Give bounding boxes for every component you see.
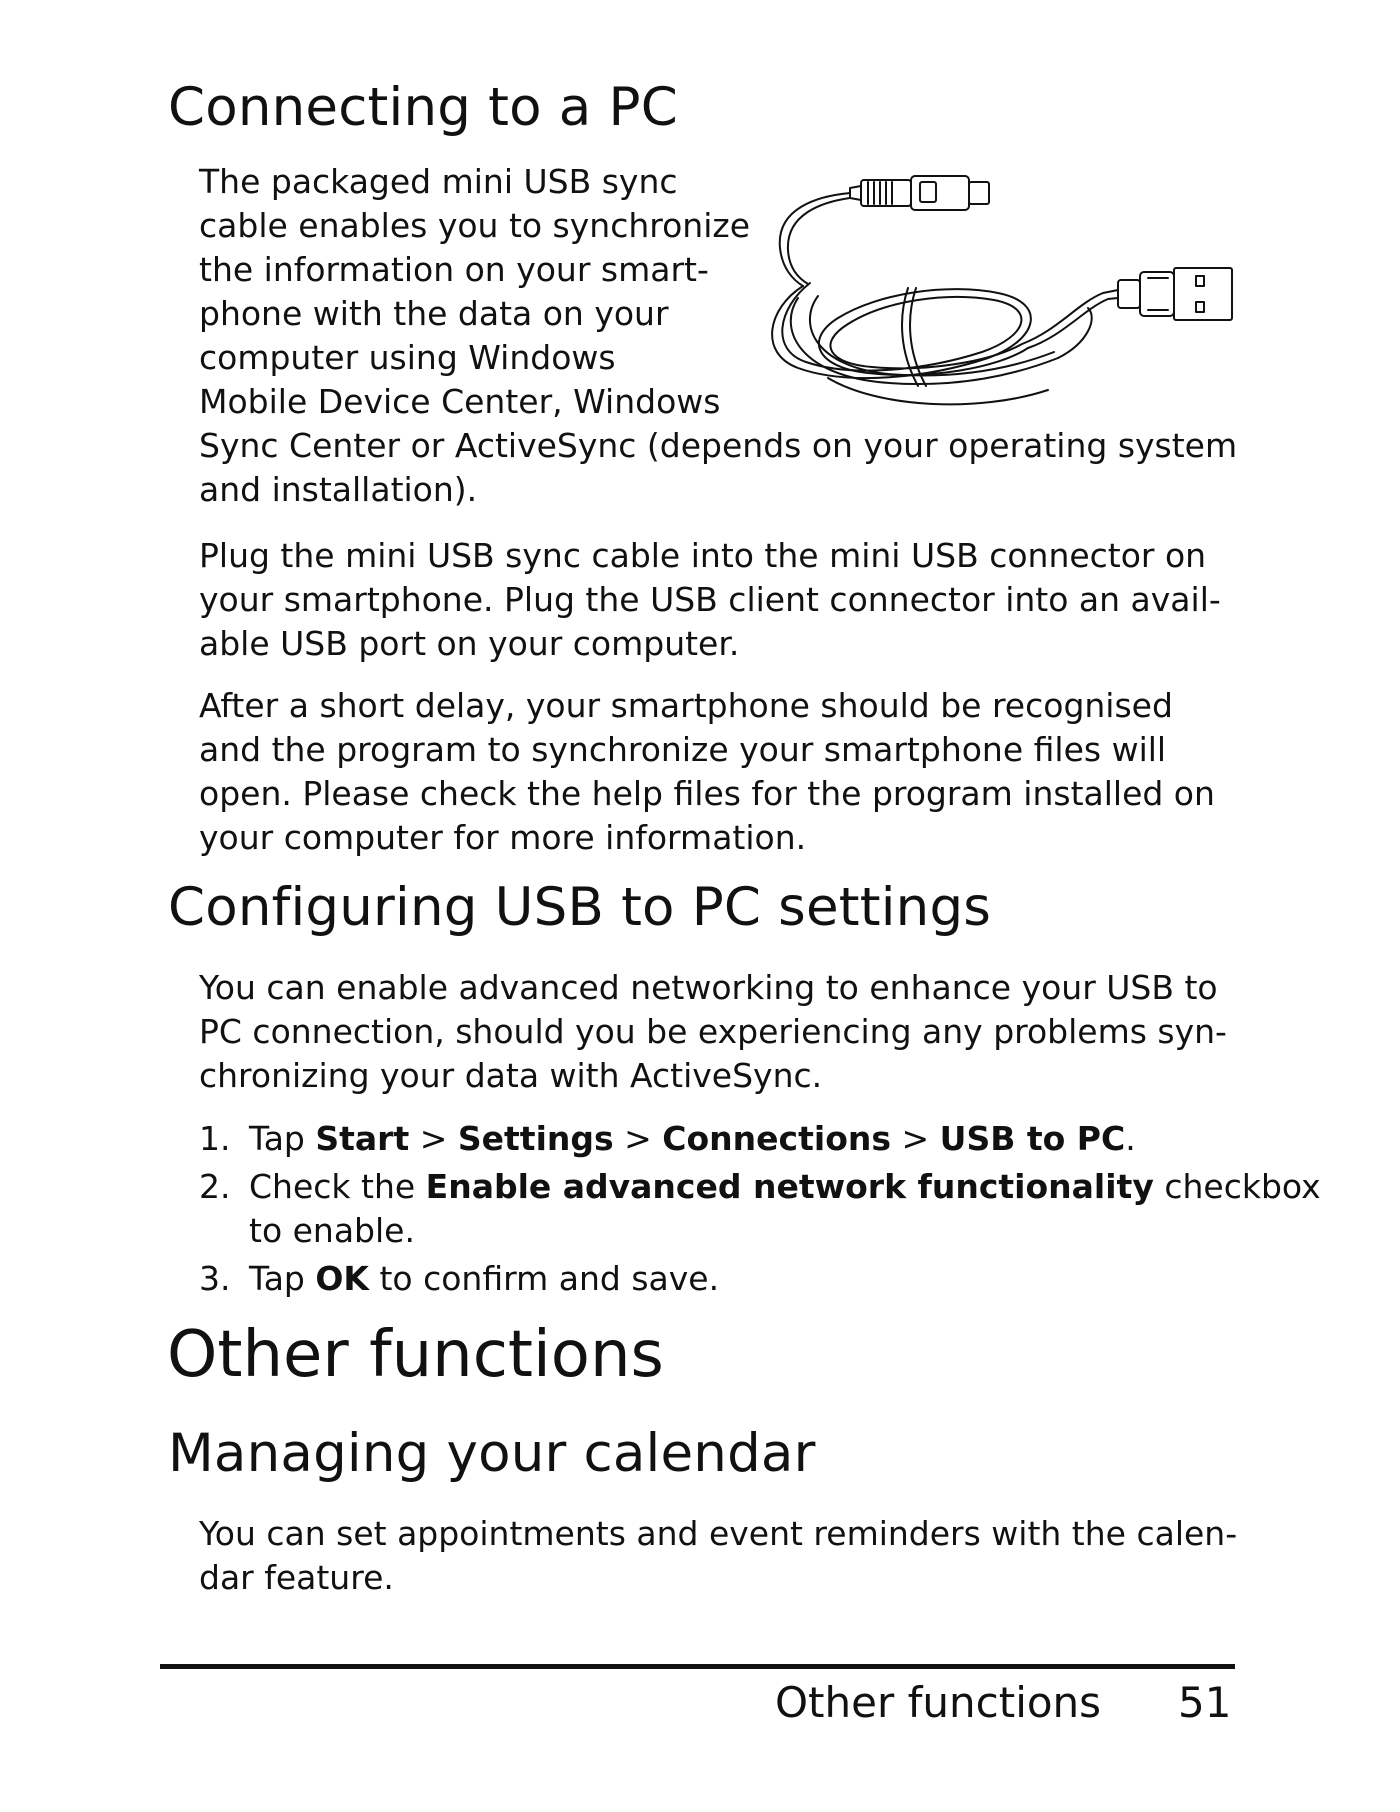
step-2 [199, 1165, 1321, 1253]
text-line: and installation). [199, 470, 478, 509]
text-line: and the program to synchronize your smartphone files will [199, 730, 1167, 769]
text-line: Plug the mini USB sync cable into the mini USB connector on [199, 536, 1207, 575]
text-line: You can set appointments and event reminders with the calen- [199, 1514, 1238, 1553]
text-line: After a short delay, your smartphone should be recognised [199, 686, 1173, 725]
usb-settings-steps [199, 1117, 1321, 1305]
menu-path-usb-to-pc: USB to PC [939, 1119, 1126, 1158]
text-line: your computer for more information. [199, 818, 807, 857]
chapter-heading-other-functions: Other functions [167, 1318, 664, 1392]
recognition-paragraph [199, 684, 1239, 860]
text-line: cable enables you to synchronize [199, 206, 750, 245]
heading-connecting-to-pc: Connecting to a PC [168, 77, 678, 138]
step-text: Tap OK to confirm and save. [249, 1259, 720, 1298]
option-enable-advanced-network: Enable advanced network functionality [425, 1167, 1154, 1206]
menu-path-start: Start [315, 1119, 410, 1158]
page-number: 51 [1178, 1678, 1232, 1727]
step-number: 3. [199, 1259, 231, 1298]
text-line: Sync Center or ActiveSync (depends on your operating system [199, 426, 1238, 465]
usb-a-connector-icon [1118, 268, 1232, 320]
step-number: 2. [199, 1167, 231, 1206]
plug-instructions-paragraph [199, 534, 1239, 666]
step-1 [199, 1117, 1239, 1161]
text-line: The packaged mini USB sync [199, 162, 678, 201]
text-line: Mobile Device Center, Windows [199, 382, 721, 421]
calendar-paragraph [199, 1512, 1239, 1600]
mini-usb-connector-icon [850, 176, 989, 210]
text-line: PC connection, should you be experiencing any problems syn- [199, 1012, 1227, 1051]
text-line: able USB port on your computer. [199, 624, 740, 663]
text-line: chronizing your data with ActiveSync. [199, 1056, 823, 1095]
step-number: 1. [199, 1119, 231, 1158]
heading-managing-calendar: Managing your calendar [168, 1423, 816, 1484]
menu-path-settings: Settings [457, 1119, 614, 1158]
step-text: Check the Enable advanced network functionality checkbox [249, 1167, 1321, 1206]
text-line: your smartphone. Plug the USB client connector into an avail- [199, 580, 1221, 619]
step-text-continued: to enable. [249, 1211, 415, 1250]
text-line: You can enable advanced networking to enhance your USB to [199, 968, 1218, 1007]
usb-cable-icon [758, 168, 1236, 413]
footer-section-title: Other functions [775, 1678, 1102, 1727]
footer-rule [160, 1664, 1235, 1669]
step-text: Tap Start > Settings > Connections > USB to PC. [249, 1119, 1136, 1158]
text-line: open. Please check the help files for the program installed on [199, 774, 1215, 813]
ok-label: OK [315, 1259, 369, 1298]
step-3 [199, 1257, 1239, 1301]
heading-configuring-usb-settings: Configuring USB to PC settings [168, 877, 992, 938]
menu-path-connections: Connections [662, 1119, 892, 1158]
usb-settings-intro-paragraph [199, 966, 1239, 1098]
text-line: dar feature. [199, 1558, 394, 1597]
text-line: computer using Windows [199, 338, 616, 377]
text-line: phone with the data on your [199, 294, 669, 333]
text-line: the information on your smart- [199, 250, 709, 289]
